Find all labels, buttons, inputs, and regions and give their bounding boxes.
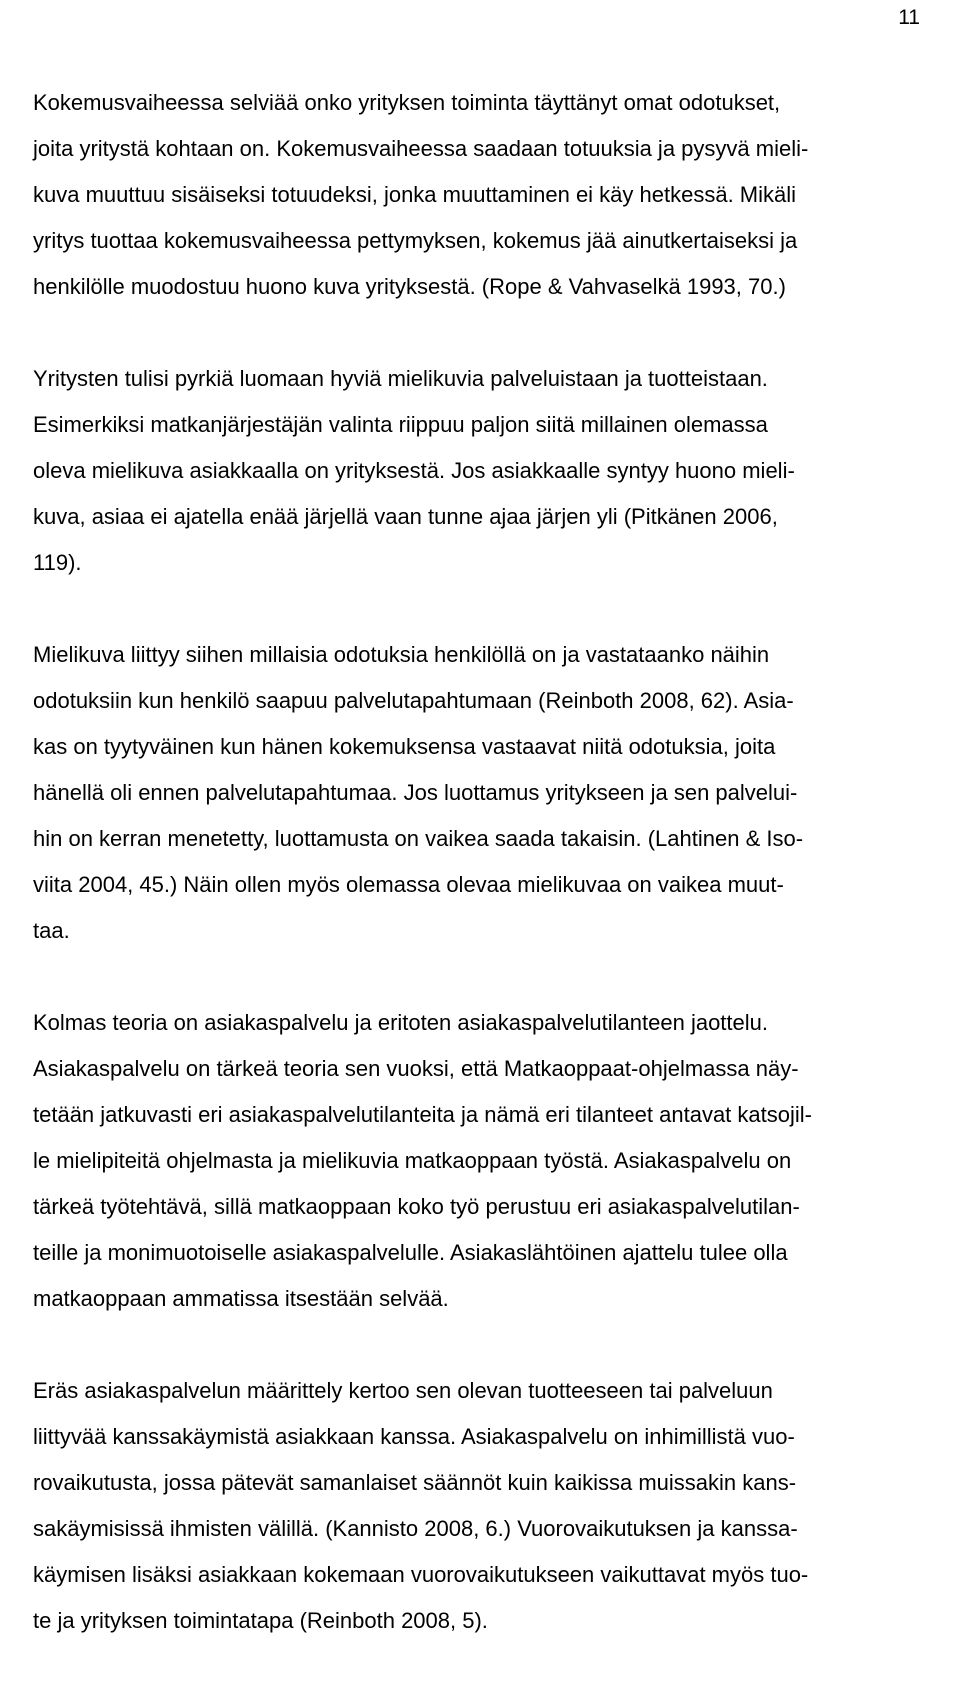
paragraph-asiakaspalvelu-maaritelma: Eräs asiakaspalvelun määrittely kertoo sen olevan tuotteeseen tai palveluun liittyvää kanssakäymistä asiakkaan kanssa. Asiakaspalvelu on inhimillistä vuo- rovaikutusta, jossa pätevät samanlaiset säännöt kuin kaikissa muissakin kans- sakäymisissä ihmisten välillä. (Kannisto 2008, 6.) Vuorovaikutuksen ja kanssa- käymisen lisäksi asiakkaan kokemaan vuorovaikutukseen vaikuttavat myös tuo- te ja yrityksen toimintatapa (Reinboth 2008, 5). <box>33 1378 809 1633</box>
paragraph-asiakaspalvelu-teoria: Kolmas teoria on asiakaspalvelu ja eritoten asiakaspalvelutilanteen jaottelu. Asiakaspalvelu on tärkeä teoria sen vuoksi, että Matkaoppaat-ohjelmassa näy- tetään jatkuvasti eri asiakaspalvelutilanteita ja nämä eri tilanteet antavat katsojil- le mielipiteitä ohjelmasta ja mielikuvia matkaoppaan työstä. Asiakaspalvelu on tärkeä työtehtävä, sillä matkaoppaan koko työ perustuu eri asiakaspalvelutilan- teille ja monimuotoiselle asiakaspalvelulle. Asiakaslähtöinen ajattelu tulee olla matkaoppaan ammatissa itsestään selvää. <box>33 1010 812 1311</box>
paragraph-mielikuvat-palvelut: Yritysten tulisi pyrkiä luomaan hyviä mielikuvia palveluistaan ja tuotteistaan. Esimerkiksi matkanjärjestäjän valinta riippuu paljon siitä millainen olemassa oleva mielikuva asiakkaalla on yrityksestä. Jos asiakkaalle syntyy huono mieli- kuva, asiaa ei ajatella enää järjellä vaan tunne ajaa järjen yli (Pitkänen 2006, 119). <box>33 366 795 575</box>
paragraph-odotukset: Mielikuva liittyy siihen millaisia odotuksia henkilöllä on ja vastataanko näihin odotuksiin kun henkilö saapuu palvelutapahtumaan (Reinboth 2008, 62). Asia- kas on tyytyväinen kun hänen kokemuksensa vastaavat niitä odotuksia, joita hänellä oli ennen palvelutapahtumaa. Jos luottamus yritykseen ja sen palvelui- hin on kerran menetetty, luottamusta on vaikea saada takaisin. (Lahtinen & Iso- viita 2004, 45.) Näin ollen myös olemassa olevaa mielikuvaa on vaikea muut- taa. <box>33 642 804 943</box>
body-text <box>33 80 931 1690</box>
page-number: 11 <box>898 6 920 29</box>
paragraph-kokemusvaihe: Kokemusvaiheessa selviää onko yrityksen toiminta täyttänyt omat odotukset, joita yritystä kohtaan on. Kokemusvaiheessa saadaan totuuksia ja pysyvä mieli- kuva muuttuu sisäiseksi totuudeksi, jonka muuttaminen ei käy hetkessä. Mikäli yritys tuottaa kokemusvaiheessa pettymyksen, kokemus jää ainutkertaiseksi ja henkilölle muodostuu huono kuva yrityksestä. (Rope & Vahvaselkä 1993, 70.) <box>33 90 809 299</box>
